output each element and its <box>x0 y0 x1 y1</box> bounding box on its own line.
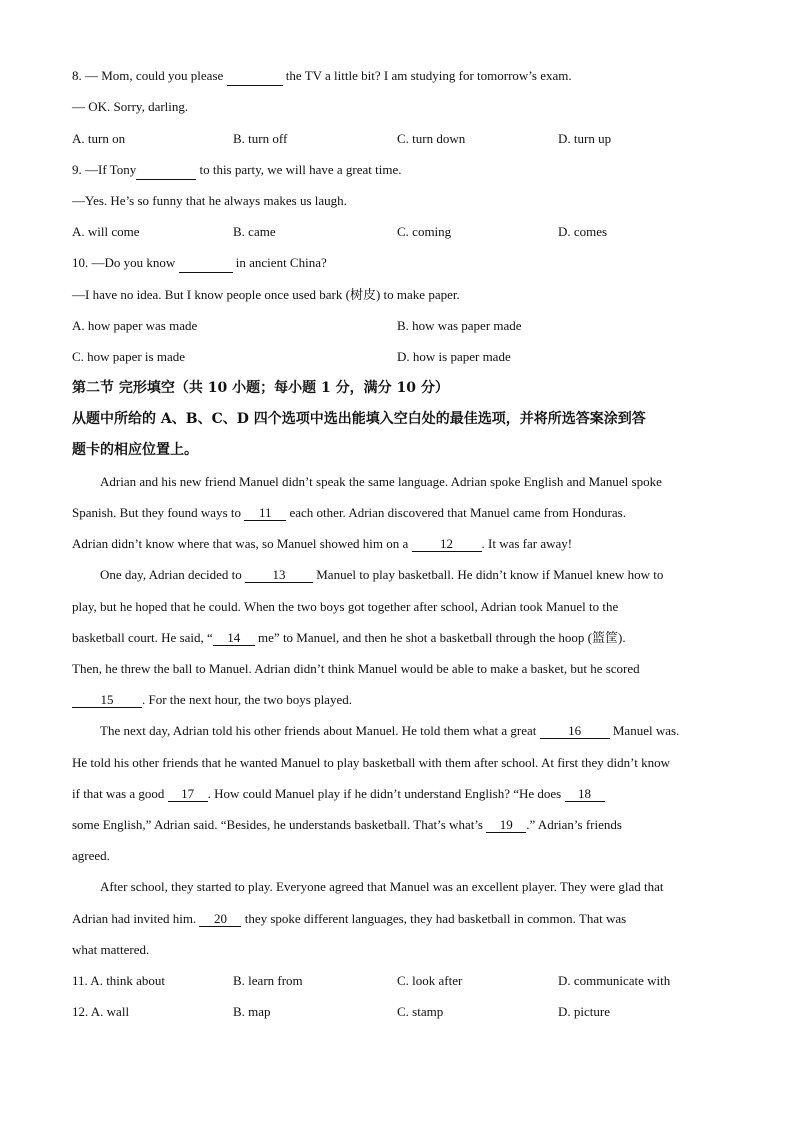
section-instruction-line1: 从题中所给的 A、B、C、D 四个选项中选出能填入空白处的最佳选项，并将所选答案涂到答 <box>72 411 646 427</box>
q8-stem-start: 8. — Mom, could you please <box>72 68 224 83</box>
q9-stem-start: 9. —If Tony <box>72 162 137 177</box>
blank-12: 12 <box>412 537 482 552</box>
q9-reply: —Yes. He’s so funny that he always makes us laugh. <box>72 193 347 208</box>
passage-text: . It was far away! <box>481 536 573 551</box>
passage-p4-line3: what mattered. <box>72 942 150 957</box>
q12-option-c: C. stamp <box>397 1004 444 1019</box>
blank-11: 11 <box>244 506 286 521</box>
blank-17: 17 <box>168 787 208 802</box>
passage-p1-line1: Adrian and his new friend Manuel didn’t speak the same language. Adrian spoke English and Manuel spoke <box>100 474 662 489</box>
q8-stem-end: the TV a little bit? I am studying for tomorrow’s exam. <box>285 68 572 83</box>
blank-13: 13 <box>245 568 313 583</box>
passage-text: .” Adrian’s friends <box>526 817 622 832</box>
q9-option-d: D. comes <box>558 224 608 239</box>
q8-option-a: A. turn on <box>72 131 126 146</box>
blank-14: 14 <box>213 631 255 646</box>
passage-text: they spoke different languages, they had basketball in common. That was <box>244 911 627 926</box>
q9-option-b: B. came <box>233 224 276 239</box>
passage-p2-line1 <box>100 566 663 584</box>
passage-p3-line3 <box>72 785 605 803</box>
q10-option-a: A. how paper was made <box>72 318 198 333</box>
passage-p2-line3 <box>72 629 626 647</box>
q11-option-b: B. learn from <box>233 973 303 988</box>
q10-reply: —I have no idea. But I know people once used bark (树皮) to make paper. <box>72 287 460 302</box>
q9-option-a: A. will come <box>72 224 140 239</box>
q8-blank <box>227 67 283 86</box>
q8-option-d: D. turn up <box>558 131 612 146</box>
passage-text: Manuel to play basketball. He didn’t know if Manuel knew how to <box>316 567 664 582</box>
passage-p4-line1: After school, they started to play. Everyone agreed that Manuel was an excellent player. They were glad that <box>100 879 664 894</box>
q9-stem <box>72 161 402 180</box>
passage-text: Spanish. But they found ways to <box>72 505 241 520</box>
passage-p3-line2: He told his other friends that he wanted Manuel to play basketball with them after school. At first they didn’t know <box>72 755 670 770</box>
passage-p2-line2: play, but he hoped that he could. When the two boys got together after school, Adrian took Manuel to the <box>72 599 619 614</box>
passage-text: if that was a good <box>72 786 165 801</box>
q12-option-b: B. map <box>233 1004 271 1019</box>
q9-blank <box>136 161 196 180</box>
passage-text: me” to Manuel, and then he shot a basketball through the hoop (篮筐). <box>258 630 626 645</box>
q9-option-c: C. coming <box>397 224 452 239</box>
blank-16: 16 <box>540 724 610 739</box>
passage-p2-line5 <box>72 691 352 709</box>
passage-text: The next day, Adrian told his other friends about Manuel. He told them what a great <box>100 723 537 738</box>
q9-stem-end: to this party, we will have a great time. <box>199 162 402 177</box>
passage-text: Manuel was. <box>612 723 680 738</box>
passage-text: . How could Manuel play if he didn’t understand English? “He does <box>207 786 562 801</box>
q10-option-c: C. how paper is made <box>72 349 186 364</box>
passage-p1-line2 <box>72 504 626 522</box>
passage-text: Adrian didn’t know where that was, so Manuel showed him on a <box>72 536 409 551</box>
q12-option-a: 12. A. wall <box>72 1004 130 1019</box>
passage-p3-line4 <box>72 816 622 834</box>
passage-text: basketball court. He said, “ <box>72 630 213 645</box>
q8-option-c: C. turn down <box>397 131 466 146</box>
q12-option-d: D. picture <box>558 1004 610 1019</box>
q8-stem <box>72 67 572 86</box>
passage-text: each other. Adrian discovered that Manuel came from Honduras. <box>289 505 626 520</box>
passage-p1-line3 <box>72 535 572 553</box>
blank-19: 19 <box>486 818 526 833</box>
q10-blank <box>179 254 233 273</box>
passage-p2-line4: Then, he threw the ball to Manuel. Adrian didn’t think Manuel would be able to make a basket, but he scored <box>72 661 640 676</box>
q10-stem-start: 10. —Do you know <box>72 255 176 270</box>
passage-text: Adrian had invited him. <box>72 911 197 926</box>
q8-reply: — OK. Sorry, darling. <box>72 99 189 114</box>
passage-text: some English,” Adrian said. “Besides, he understands basketball. That’s what’s <box>72 817 483 832</box>
q8-option-b: B. turn off <box>233 131 288 146</box>
q11-option-c: C. look after <box>397 973 463 988</box>
passage-text: One day, Adrian decided to <box>100 567 242 582</box>
passage-p3-line1 <box>100 722 679 740</box>
q10-option-d: D. how is paper made <box>397 349 511 364</box>
passage-p3-line5: agreed. <box>72 848 110 863</box>
q11-option-a: 11. A. think about <box>72 973 166 988</box>
section-heading: 第二节 完形填空（共 10 小题；每小题 1 分，满分 10 分） <box>72 380 449 396</box>
blank-20: 20 <box>199 912 241 927</box>
blank-18: 18 <box>565 787 605 802</box>
q11-option-d: D. communicate with <box>558 973 671 988</box>
q10-option-b: B. how was paper made <box>397 318 522 333</box>
passage-text: . For the next hour, the two boys played. <box>142 692 352 707</box>
q10-stem-end: in ancient China? <box>235 255 327 270</box>
passage-p4-line2 <box>72 910 626 928</box>
blank-15: 15 <box>72 693 142 708</box>
section-instruction-line2: 题卡的相应位置上。 <box>72 442 198 458</box>
q10-stem <box>72 254 327 273</box>
